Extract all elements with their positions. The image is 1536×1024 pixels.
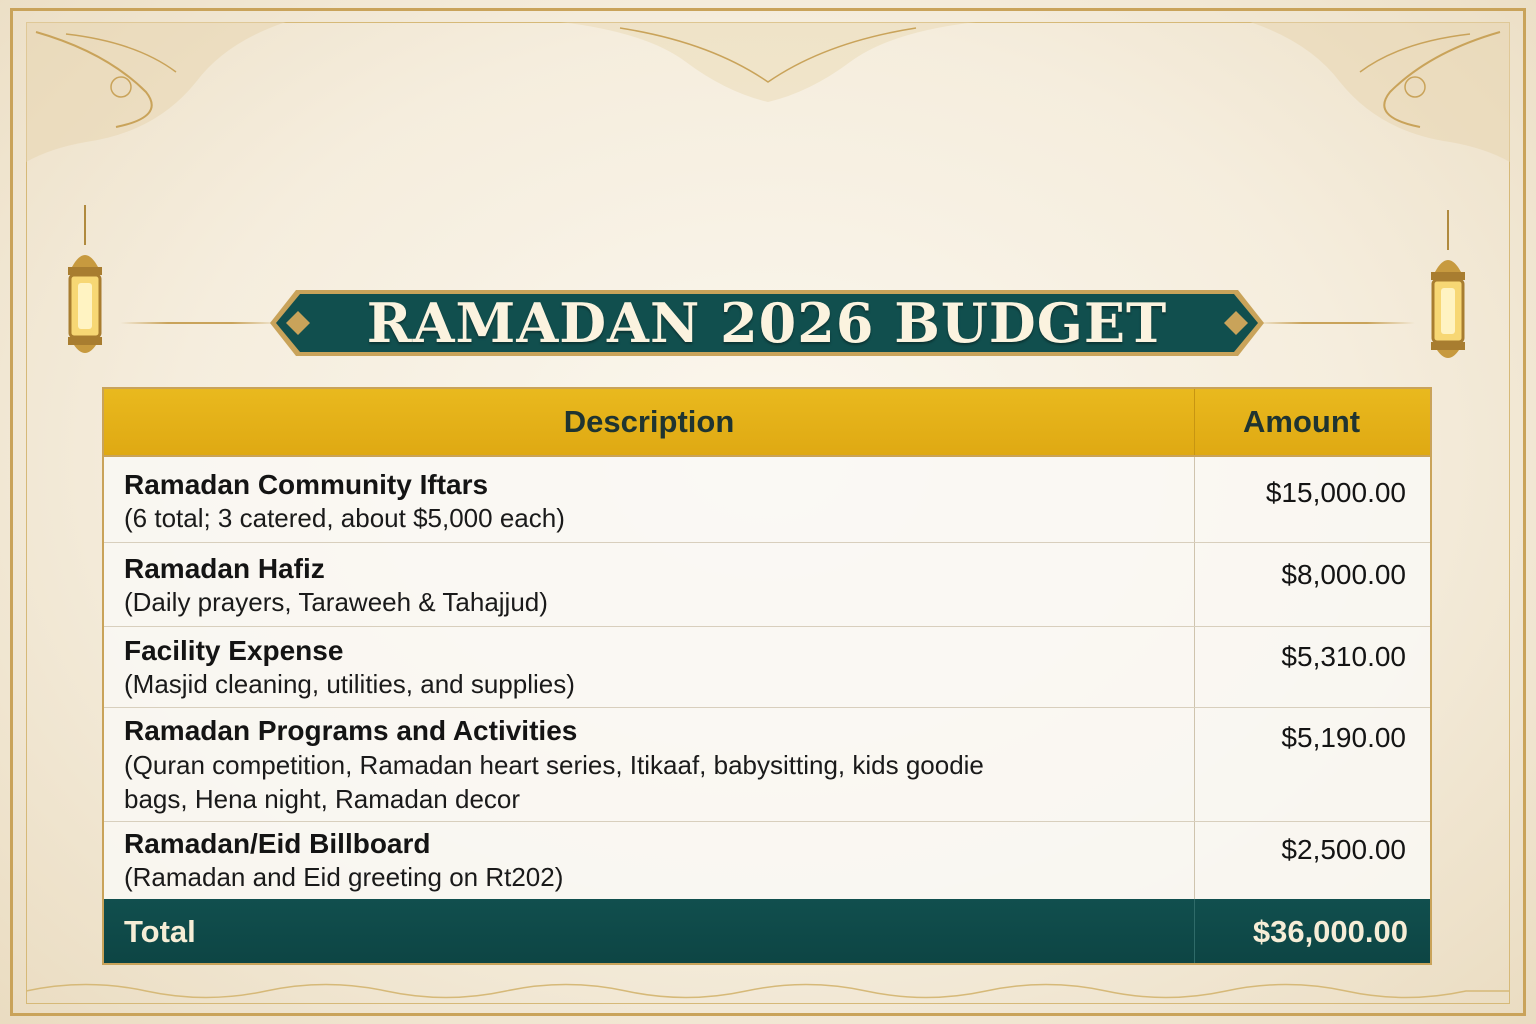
budget-table [102,387,1432,965]
item-title: Ramadan Community Iftars [124,469,489,500]
item-title: Facility Expense [124,635,344,666]
column-header-description: Description [563,404,735,439]
description-cell [104,708,1194,821]
title-banner [270,280,1264,366]
item-amount: $5,190.00 [1281,722,1406,753]
item-detail: (Ramadan and Eid greeting on Rt202) [124,862,564,892]
item-title: Ramadan/Eid Billboard [124,828,431,859]
left-gold-rule [120,322,280,324]
header-cell-amount [1194,389,1430,455]
item-title: Ramadan Hafiz [124,553,325,584]
item-amount: $8,000.00 [1281,559,1406,590]
header-cell-description [104,389,1194,455]
table-row [104,457,1430,543]
column-header-amount: Amount [1243,404,1361,439]
table-header-row [104,389,1430,457]
amount-cell [1194,457,1430,542]
table-row [104,543,1430,627]
amount-cell [1194,708,1430,821]
table-row [104,708,1430,822]
amount-cell [1194,543,1430,626]
description-cell [104,627,1194,707]
page-title: RAMADAN 2026 BUDGET [366,291,1168,355]
description-cell [104,543,1194,626]
total-amount-cell [1194,899,1430,963]
item-amount: $5,310.00 [1281,641,1406,672]
table-row [104,627,1430,708]
item-amount: $2,500.00 [1281,834,1406,865]
item-title: Ramadan Programs and Activities [124,715,578,746]
arabesque-bottom-border [26,978,1510,1004]
total-label-cell [104,899,1194,963]
amount-cell [1194,822,1430,899]
item-amount: $15,000.00 [1265,477,1406,508]
arabesque-corner-ornament [1250,22,1510,162]
item-detail: (Masjid cleaning, utilities, and supplies) [124,669,575,699]
lantern-icon [50,205,120,365]
total-amount: $36,000.00 [1252,914,1408,949]
total-row [104,899,1430,963]
arabesque-corner-ornament [26,22,286,162]
description-cell [104,457,1194,542]
item-detail: (6 total; 3 catered, about $5,000 each) [124,503,565,533]
arabesque-top-center-ornament [560,22,976,112]
table-row [104,822,1430,899]
description-cell [104,822,1194,899]
lantern-icon [1413,210,1483,370]
item-detail: (Quran competition, Ramadan heart series, Itikaaf, babysitting, kids goodie bags, Hena night, Ramadan decor [124,750,984,814]
total-label: Total [124,914,196,949]
amount-cell [1194,627,1430,707]
item-detail: (Daily prayers, Taraweeh & Tahajjud) [124,587,548,617]
right-gold-rule [1255,322,1415,324]
